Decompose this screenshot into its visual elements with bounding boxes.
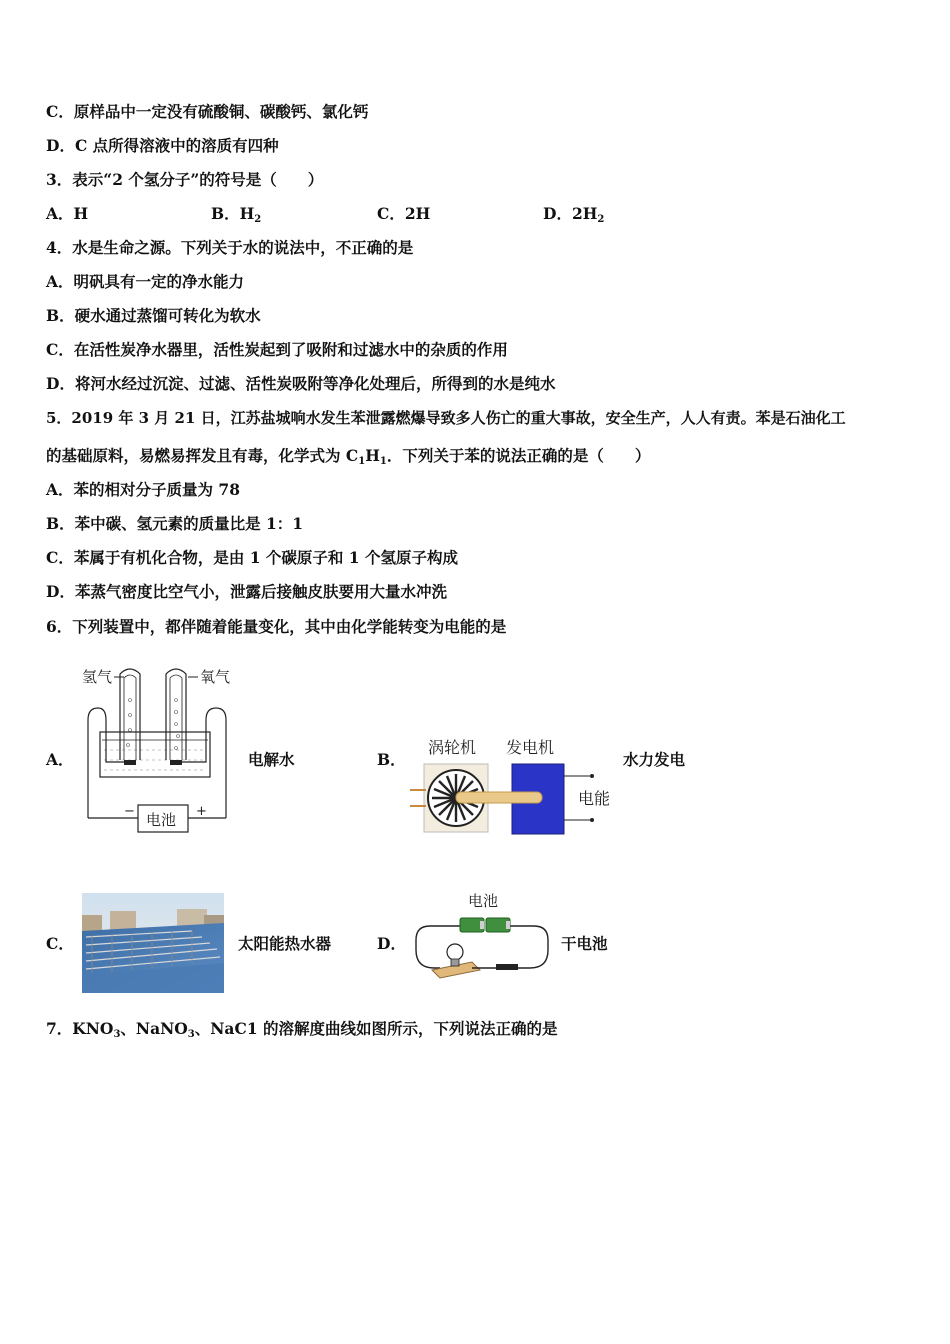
hydro-power-figure — [406, 736, 616, 840]
q4-option-a: A．明矾具有一定的净水能力 — [46, 272, 245, 291]
q6-option-a-caption: 电解水 — [248, 751, 295, 769]
q5-option-c: C．苯属于有机化合物，是由 1 个碳原子和 1 个氢原子构成 — [46, 548, 458, 567]
q6-option-d-caption: 干电池 — [561, 935, 608, 953]
oxygen-label: 氧气 — [200, 668, 231, 686]
q6-option-a-letter: A． — [46, 750, 74, 769]
battery-label: 电池 — [146, 811, 177, 829]
q5-stem-line2: 的基础原料，易燃易挥发且有毒，化学式为 $C_1H_1$．下列关于苯的说法正确的是（ ） — [46, 446, 651, 467]
q6-stem: 6．下列装置中，都伴随着能量变化，其中由化学能转变为电能的是 — [46, 617, 507, 636]
plus-sign: + — [196, 804, 207, 819]
q5-option-d: D．苯蒸气密度比空气小，泄露后接触皮肤要用大量水冲洗 — [46, 582, 447, 601]
q5-stem-line1: 5．2019 年 3 月 21 日，江苏盐城响水发生苯泄露燃爆导致多人伤亡的重大事故，安全生产，人人有责。苯是石油化工 — [46, 409, 846, 427]
electrolysis-figure — [80, 660, 240, 840]
q6-option-c-letter: C． — [46, 934, 74, 953]
generator-label: 发电机 — [506, 738, 555, 757]
solar-water-heater-photo — [82, 893, 224, 993]
q4-option-d: D．将河水经过沉淀、过滤、活性炭吸附等净化处理后，所得到的水是纯水 — [46, 374, 556, 393]
q3-stem: 3．表示“2 个氢分子”的符号是（ ） — [46, 170, 324, 189]
dry-battery-figure — [410, 888, 555, 983]
q4-stem: 4．水是生命之源。下列关于水的说法中，不正确的是 — [46, 238, 414, 257]
q3-option-b: B．$H_2$ — [211, 204, 262, 225]
q3-option-c: C．2H — [377, 204, 431, 223]
battery-label-d: 电池 — [468, 892, 499, 910]
q3-option-d: D．$2H_2$ — [543, 204, 605, 225]
q4-option-c: C．在活性炭净水器里，活性炭起到了吸附和过滤水中的杂质的作用 — [46, 340, 508, 359]
minus-sign: − — [124, 804, 135, 819]
q2-option-c: C．原样品中一定没有硫酸铜、碳酸钙、氯化钙 — [46, 102, 369, 121]
energy-label: 电能 — [578, 789, 611, 808]
q2-option-d: D．C 点所得溶液中的溶质有四种 — [46, 136, 279, 155]
hydrogen-label: 氢气 — [82, 668, 113, 686]
turbine-label: 涡轮机 — [428, 738, 477, 757]
q3-option-a: A．H — [46, 204, 89, 223]
q6-option-b-caption: 水力发电 — [623, 751, 686, 769]
q6-option-d-letter: D． — [377, 934, 406, 953]
q5-option-b: B．苯中碳、氢元素的质量比是 1：1 — [46, 514, 304, 533]
q6-option-b-letter: B． — [377, 750, 406, 769]
q5-option-a: A．苯的相对分子质量为 78 — [46, 480, 240, 499]
q4-option-b: B．硬水通过蒸馏可转化为软水 — [46, 306, 261, 325]
q7-stem: 7．$KNO_3$、NaNO$_3$、NaC1 的溶解度曲线如图所示，下列说法正确的是 — [46, 1019, 558, 1040]
q6-option-c-caption: 太阳能热水器 — [238, 935, 332, 953]
